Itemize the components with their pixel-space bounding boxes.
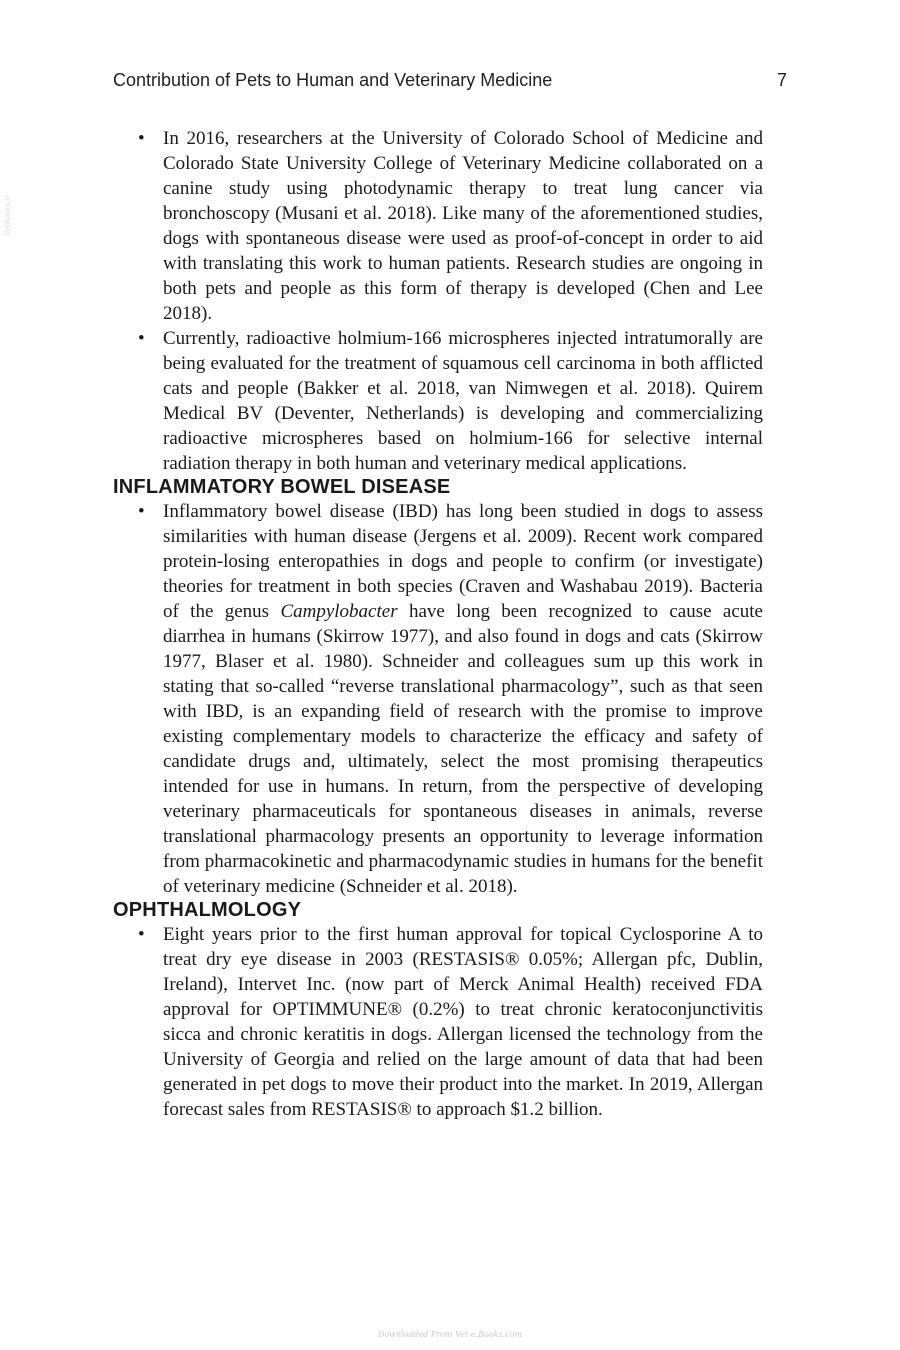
genus-italic-term: Campylobacter xyxy=(280,601,398,622)
ibd-text-part2: have long been recognized to cause acute diarrhea in humans (Skirrow 1977), and also found in dogs and cats (Skirrow 1977, Blaser et al. 1980). Schneider and colleagues sum up this work in stating that so-called “reverse translational pharmacology”, such as that seen with IBD, is an expanding field of research with the promise to improve existing complementary models to characterize the efficacy and safety of candidate drugs and, ultimately, select the most promising therapeutics intended for use in humans. In return, from the perspective of developing veterinary pharmaceuticals for spontaneous diseases in animals, reverse translational pharmacology presents an opportunity to leverage information from pharmacokinetic and pharmacodynamic studies in humans for the benefit of veterinary medicine (Schneider et al. 2018). xyxy=(163,601,763,897)
bottom-watermark: Downloaded From Vet-e.Books.com xyxy=(377,1330,523,1339)
running-title: Contribution of Pets to Human and Veterinary Medicine xyxy=(113,70,553,90)
list-item xyxy=(113,499,763,899)
ibd-bullet-list xyxy=(113,499,763,899)
section-heading-ibd: INFLAMMATORY BOWEL DISEASE xyxy=(113,476,451,498)
list-item: • In 2016, researchers at the University of Colorado School of Medicine and Colorado State University College of Veterinary Medicine collaborated on a canine study using photodynamic therapy to treat lung cancer via bronchoscopy (Musani et al. 2018). Like many of the aforementioned studies, dogs with spontaneous disease were used as proof-of-concept in order to aid with translating this work to human patients. Research studies are ongoing in both pets and people as this form of therapy is developed (Chen and Lee 2018). xyxy=(113,126,763,326)
ibd-text-part1: Inflammatory bowel disease (IBD) has long been studied in dogs to assess similarities with human disease (Jergens et al. 2009). Recent work compared protein-losing enteropathies in dogs and people to confirm (or investigate) theories for treatment in both species (Craven and Washabau 2019). Bacteria of the genus xyxy=(163,501,763,622)
running-header xyxy=(113,70,787,91)
page-body xyxy=(113,126,763,1122)
section-heading-ophthalmology: OPHTHALMOLOGY xyxy=(113,899,302,921)
page-number: 7 xyxy=(776,70,787,90)
ophthalmology-bullet-list xyxy=(113,922,763,1122)
list-item: • Currently, radioactive holmium-166 microspheres injected intratumorally are being evaluated for the treatment of squamous cell carcinoma in both afflicted cats and people (Bakker et al. 2018, van Nimwegen et al. 2018). Quirem Medical BV (Deventer, Netherlands) is developing and commercializing radioactive microspheres based on holmium-166 for selective internal radiation therapy in both human and veterinary medical applications. xyxy=(113,326,763,476)
side-watermark: VetBooks.ir xyxy=(4,195,12,236)
oncology-bullet-list xyxy=(113,126,763,476)
list-item: • Eight years prior to the first human approval for topical Cyclosporine A to treat dry eye disease in 2003 (RESTASIS® 0.05%; Allergan pfc, Dublin, Ireland), Intervet Inc. (now part of Merck Animal Health) received FDA approval for OPTIMMUNE® (0.2%) to treat chronic keratoconjunctivitis sicca and chronic keratitis in dogs. Allergan licensed the technology from the University of Georgia and relied on the large amount of data that had been generated in pet dogs to move their product into the market. In 2019, Allergan forecast sales from RESTASIS® to approach $1.2 billion. xyxy=(113,922,763,1122)
